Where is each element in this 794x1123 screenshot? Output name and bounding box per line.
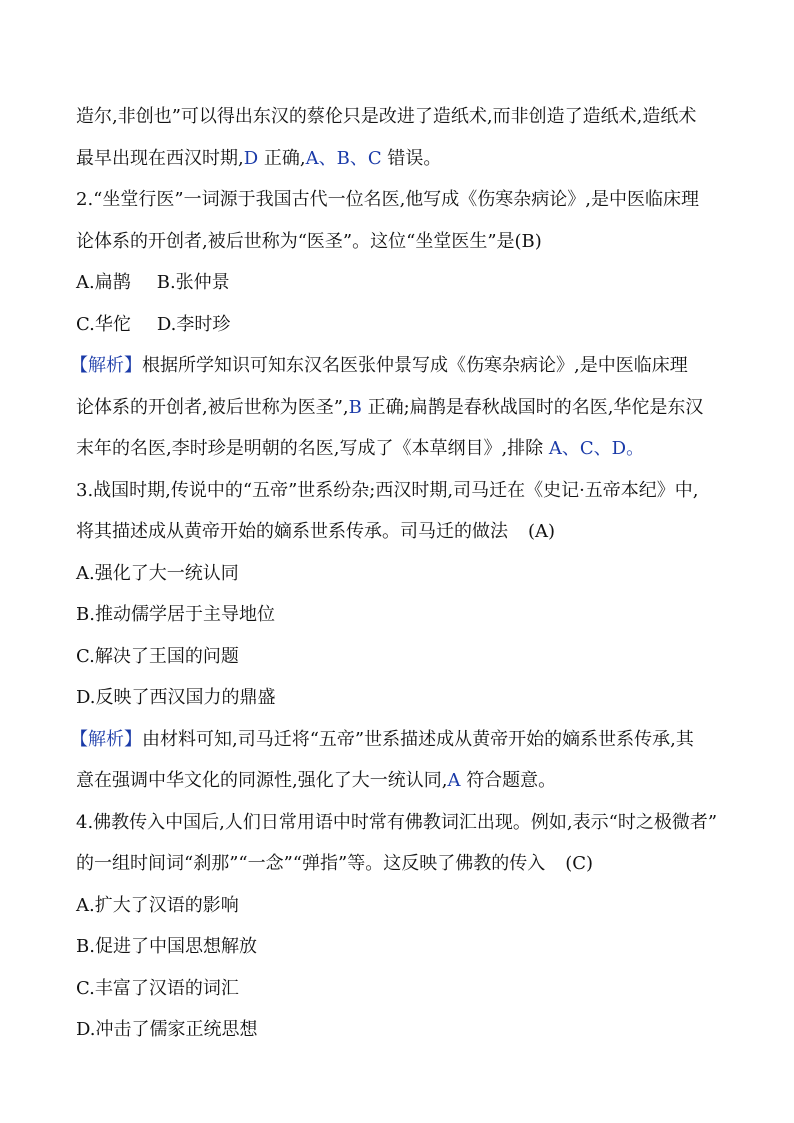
q1-correct-letter: D [243,147,259,169]
q3-answer: (A) [528,521,556,542]
q2-stem-line-1: 2.“坐堂行医”一词源于我国古代一位名医,他写成《伤寒杂病论》,是中医临床理 [76,189,700,210]
q3-stem-line-2: 将其描述成从黄帝开始的嫡系世系传承。司马迁的做法 (A) [76,521,556,542]
q3-option-d: D.反映了西汉国力的鼎盛 [76,687,276,708]
q4-option-a: A.扩大了汉语的影响 [76,894,239,916]
q2-analysis-key: B [348,396,362,418]
q2-analysis-label: 【解析】 [70,355,142,376]
q1-analysis-line-2: 最早出现在西汉时期,D 正确,A、B、C 错误。 [76,147,442,169]
q4-answer: (C) [565,853,594,874]
q3-stem-line-1: 3.战国时期,传说中的“五帝”世系纷杂;西汉时期,司马迁在《史记·五帝本纪》中, [76,479,699,501]
q3-analysis-key: A [447,770,461,791]
q2-option-c: C.华佗 [76,313,131,335]
q3-analysis-line-1: 【解析】由材料可知,司马迁将“五帝”世系描述成从黄帝开始的嫡系世系传承,其 [70,728,694,750]
q1-wrong-letters: A、B、C [305,147,382,169]
q2-option-d: D.李时珍 [156,313,231,335]
q3-analysis-line-2: 意在强调中华文化的同源性,强化了大一统认同,A 符合题意。 [76,770,557,791]
worksheet-content [70,96,726,1051]
q3-option-b: B.推动儒学居于主导地位 [76,604,275,625]
q4-stem-line-1: 4.佛教传入中国后,人们日常用语中时常有佛教词汇出现。例如,表示“时之极微者” [76,811,718,833]
q4-option-d: D.冲击了儒家正统思想 [76,1019,258,1040]
q3-option-a: A.强化了大一统认同 [76,562,239,584]
q2-option-a: A.扁鹊 [76,272,131,293]
q4-option-c: C.丰富了汉语的词汇 [76,977,239,999]
q3-option-c: C.解决了王国的问题 [76,645,239,667]
q2-analysis-line-1: 【解析】根据所学知识可知东汉名医张仲景写成《伤寒杂病论》,是中医临床理 [70,355,688,376]
q2-stem-line-2: 论体系的开创者,被后世称为“医圣”。这位“坐堂医生”是(B) [76,230,542,252]
q2-excluded-letters: A、C、D。 [548,438,645,459]
q2-options-row-2 [76,304,726,346]
q4-stem-line-2: 的一组时间词“刹那”“一念”“弹指”等。这反映了佛教的传入 (C) [76,853,594,874]
q3-analysis-label: 【解析】 [70,728,142,750]
q2-options-row-1 [76,262,726,304]
q4-option-b: B.促进了中国思想解放 [76,936,257,957]
q2-option-b: B.张仲景 [156,272,230,293]
q2-analysis-line-3: 末年的名医,李时珍是明朝的名医,写成了《本草纲目》,排除 A、C、D。 [76,438,645,459]
q1-analysis-line-1: 造尔,非创也”可以得出东汉的蔡伦只是改进了造纸术,而非创造了造纸术,造纸术 [76,106,697,127]
q2-analysis-line-2: 论体系的开创者,被后世称为医圣”,B 正确;扁鹊是春秋战国时的名医,华佗是东汉 [76,396,704,418]
